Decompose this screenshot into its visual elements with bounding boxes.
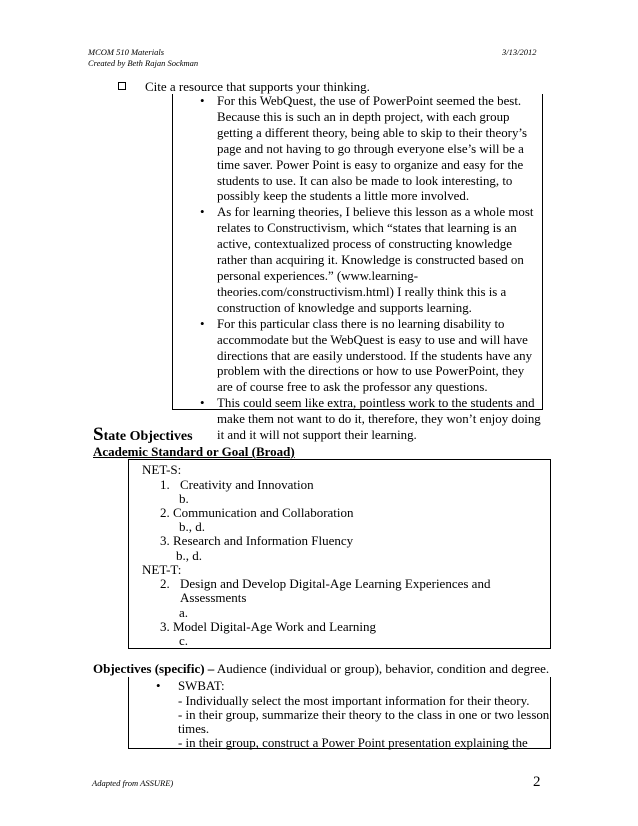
standard-title: 3. Research and Information Fluency <box>160 533 354 548</box>
resource-box <box>172 94 543 443</box>
standard-number: 2. <box>160 576 170 591</box>
header-date: 3/13/2012 <box>502 47 537 57</box>
cite-item <box>118 79 370 95</box>
header-author: Created by Beth Rajan Sockman <box>88 58 199 68</box>
standard-title: 3. Model Digital-Age Work and Learning <box>160 619 377 634</box>
checkbox-bullet-icon <box>118 82 126 90</box>
standard-sub: b., d. <box>176 548 202 563</box>
standard-sub: a. <box>179 605 189 620</box>
list-item-text: As for learning theories, I believe this lesson as a whole most relates to Constructivism, which “states that learning is an active, contextualized process of constructing knowledge rather than acquiring it. Knowledge is constructed based on personal experiences.” (www.learning-theories.com/constructivism.html) I really think this is a construction of knowledge and supports learning. <box>217 205 534 315</box>
swbat-label: SWBAT: <box>178 679 225 693</box>
list-item-text: This could seem like extra, pointless work to the students and make them not want to do it, therefore, they won’t enjoy doing it and it will not support their learning. <box>217 396 541 443</box>
bullet-icon: • <box>200 205 205 220</box>
objectives-specific-label: Objectives (specific) – <box>93 661 215 676</box>
standard-sub: b. <box>179 491 189 506</box>
list-item <box>173 205 543 316</box>
objective-item: - Individually select the most important information for their theory. <box>178 694 530 708</box>
standard-title: Creativity and Innovation <box>180 477 314 492</box>
section-heading <box>93 424 193 446</box>
objective-item: - in their group, construct a Power Point presentation explaining the <box>178 736 528 750</box>
standard-title: Design and Develop Digital-Age Learning Experiences and <box>180 576 491 591</box>
standard-number: 1. <box>160 477 170 492</box>
bullet-icon: • <box>156 679 161 693</box>
bullet-icon: • <box>200 94 205 108</box>
heading-initial: S <box>93 424 104 445</box>
standard-heading: Academic Standard or Goal (Broad) <box>93 444 295 459</box>
cite-text: Cite a resource that supports your thinking. <box>145 79 370 94</box>
nets-label: NET-S: <box>142 462 182 477</box>
heading-rest: tate Objectives <box>103 429 193 444</box>
standard-sub: b., d. <box>179 519 205 534</box>
standard-sub: c. <box>179 633 189 648</box>
bullet-icon: • <box>200 316 205 331</box>
objectives-box <box>128 677 551 749</box>
header-course: MCOM 510 Materials <box>88 47 165 57</box>
bullet-icon: • <box>200 396 205 411</box>
list-item <box>173 94 543 205</box>
standards-box <box>128 459 551 649</box>
objective-item: - in their group, summarize their theory to the class in one or two lesson <box>178 708 550 722</box>
list-item-text: For this particular class there is no learning disability to accommodate but the WebQuest is easy to use and will have directions that are easily understood. If the students have any problem with the directions or how to use PowerPoint, they are of course free to ask the professor any questions. <box>217 316 533 395</box>
objectives-specific-desc: Audience (individual or group), behavior, condition and degree. <box>214 661 550 676</box>
standard-title-cont: Assessments <box>180 590 247 605</box>
list-item <box>173 317 543 397</box>
nett-label: NET-T: <box>142 562 182 577</box>
objective-item-cont: times. <box>178 722 210 736</box>
resource-bullet-list <box>173 94 543 444</box>
list-item <box>173 396 543 444</box>
list-item-text: For this WebQuest, the use of PowerPoint seemed the best. Because this is such an in depth project, with each group getting a different theory, being able to skip to their theory’s page and not having to go through everyone else’s will be a time saver. Power Point is easy to organize and easy for the students to use. It can also be made to look interesting, to possibly keep the students a little more involved. <box>217 94 528 204</box>
footer-text: Adapted from ASSURE) <box>92 778 174 788</box>
objectives-specific-line <box>93 661 549 677</box>
standard-title: 2. Communication and Collaboration <box>160 505 354 520</box>
page-number: 2 <box>533 774 541 790</box>
